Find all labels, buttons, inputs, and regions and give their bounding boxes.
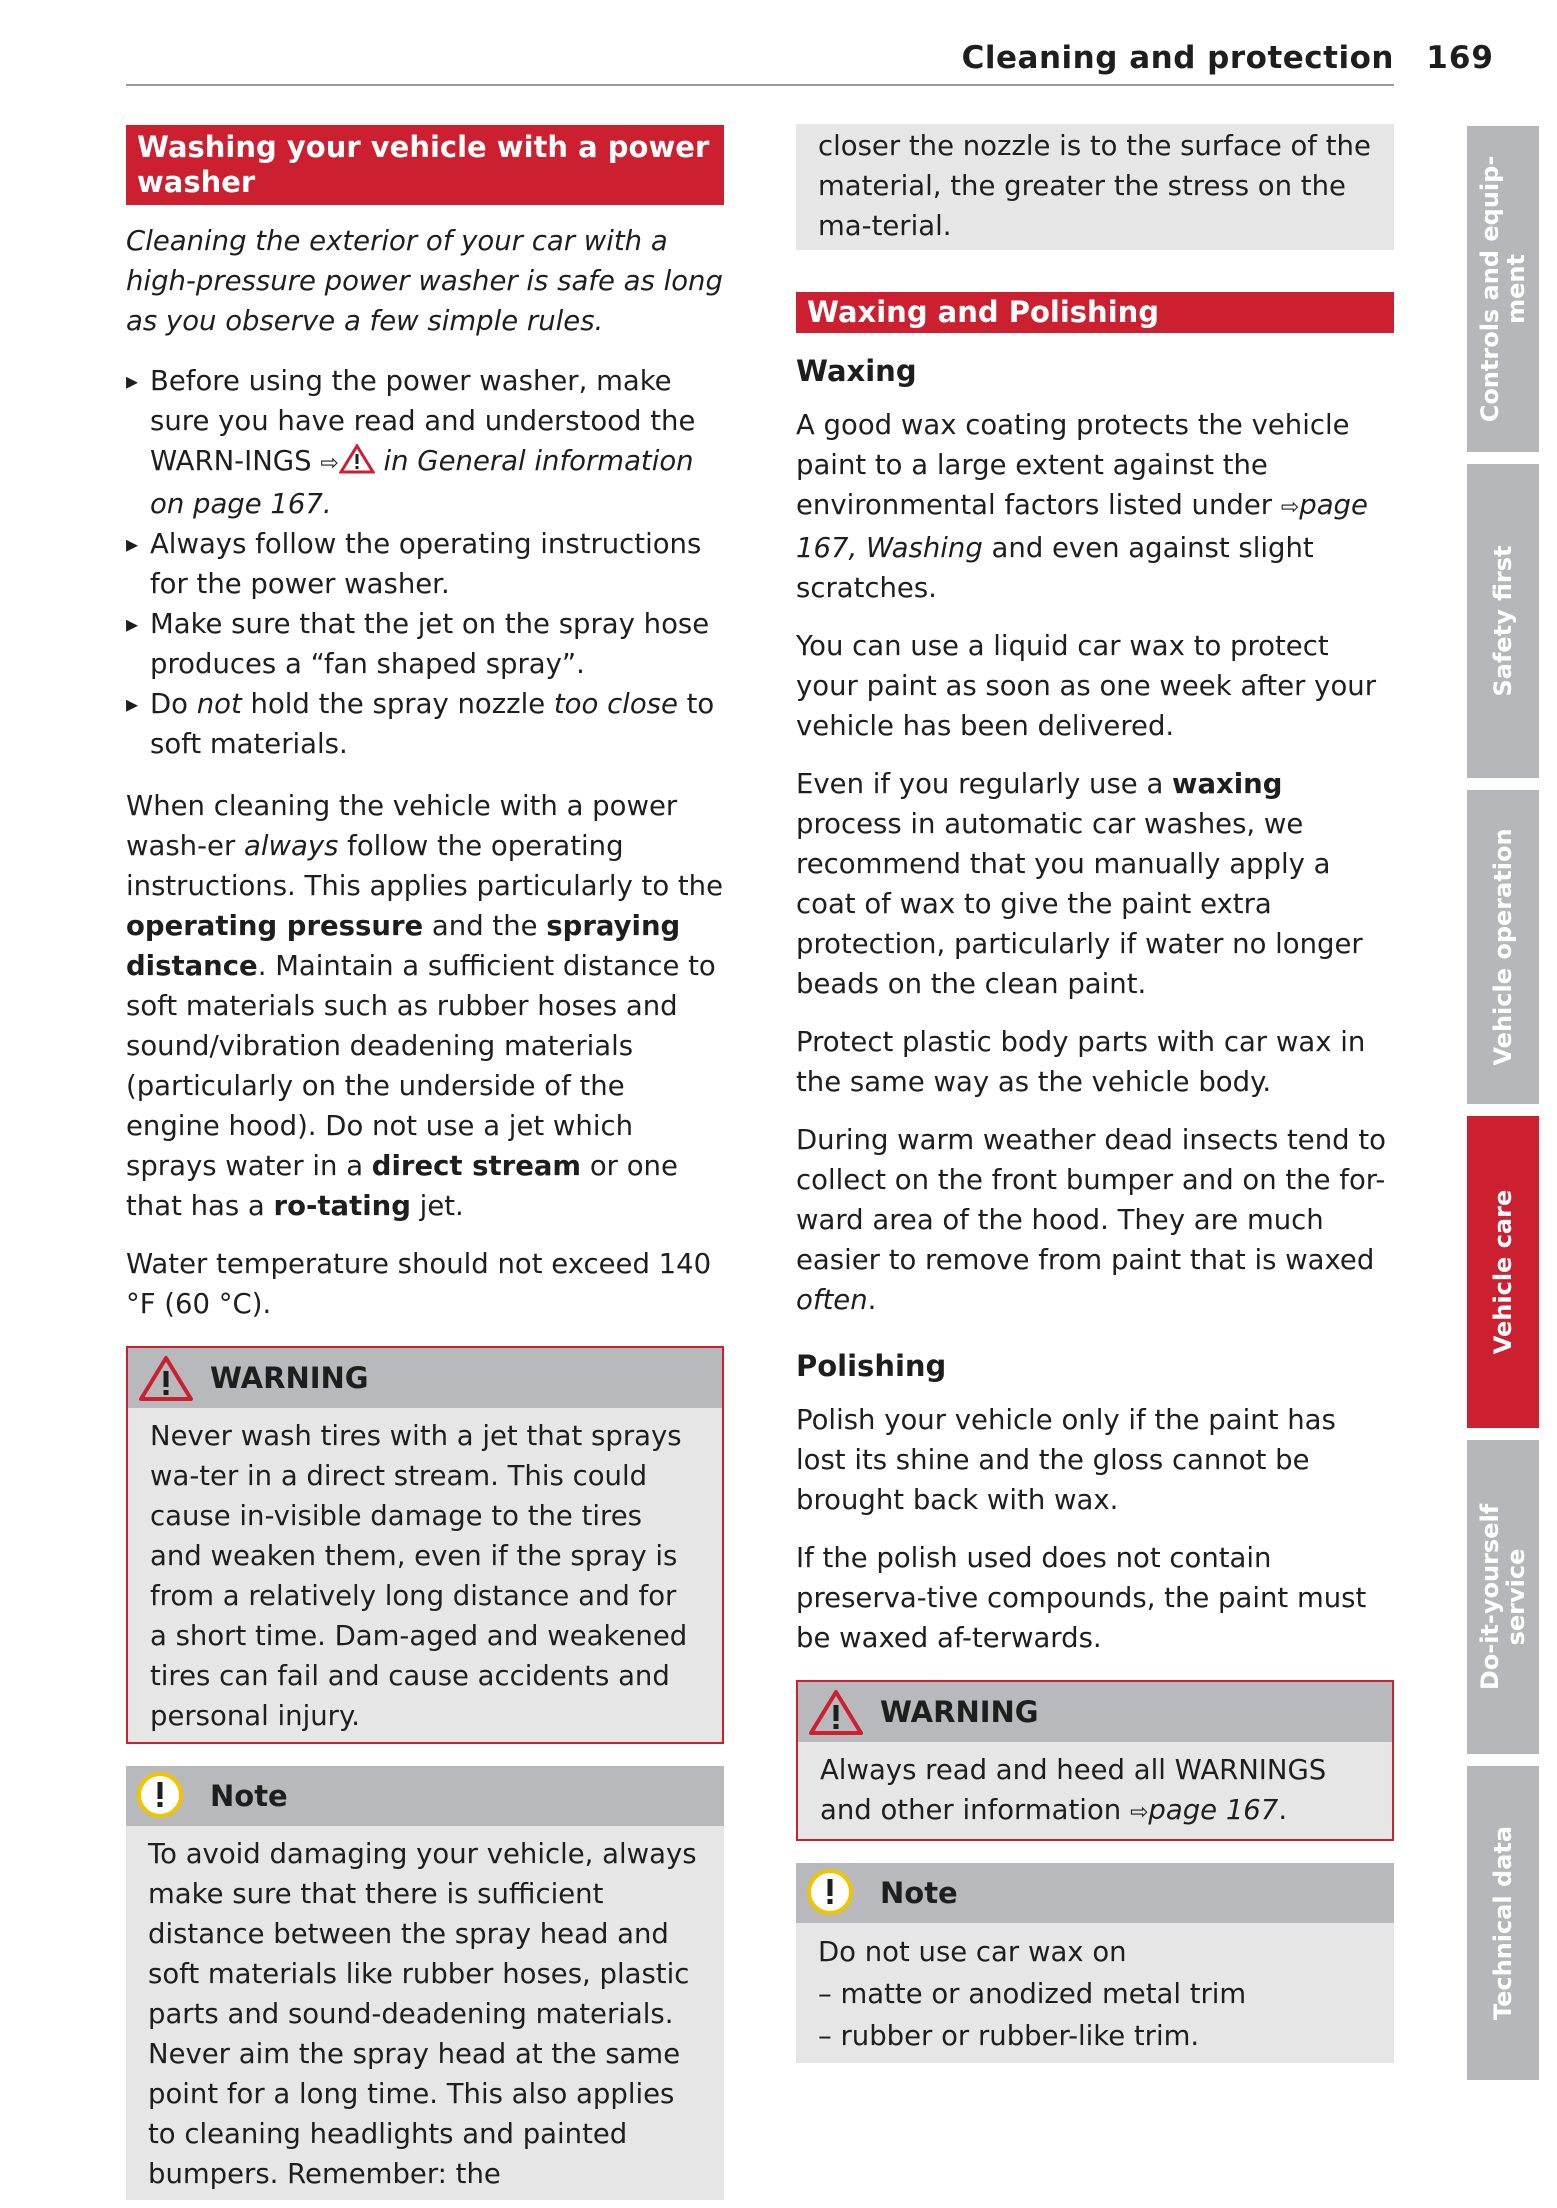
note-text: Do not use car wax on – matte or anodized metal trim – rubber or rubber-like trim. (796, 1923, 1394, 2063)
tab-do-it-yourself-service[interactable]: Do-it-yourself service (1467, 1440, 1539, 1754)
warning-header: WARNING (798, 1682, 1392, 1742)
header-rule (126, 84, 1394, 86)
list-item: ▸ Before using the power washer, make sure you have read and understood the WARN-INGS ⇨ in General information on page 167. (126, 361, 724, 524)
list-item: ▸ Do not hold the spray nozzle too close to soft materials. (126, 684, 724, 764)
body-paragraph: Water temperature should not exceed 140 °F (60 °C). (126, 1248, 712, 1320)
note-continued: closer the nozzle is to the surface of the material, the greater the stress on the ma-terial. (796, 124, 1394, 250)
warning-triangle-icon (339, 444, 375, 474)
note-box (796, 1863, 1394, 2063)
section-heading-power-washer: Washing your vehicle with a power washer (126, 125, 724, 205)
warning-text: Never wash tires with a jet that sprays wa-ter in a direct stream. This could cause in-visible damage to the tires and weaken them, even if the spray is from a relatively long distance and for a short time. Dam-aged and weakened tires can fail and cause accidents and personal injury. (128, 1408, 722, 1742)
tab-vehicle-operation[interactable]: Vehicle operation (1467, 790, 1539, 1104)
page-header (126, 38, 1494, 88)
note-header: Note (126, 1766, 724, 1826)
arrow-right-icon: ⇨ (1280, 495, 1300, 520)
warning-box (796, 1680, 1394, 1841)
instruction-list (126, 361, 724, 764)
page-number: 169 (1426, 40, 1494, 76)
tab-controls-and-equipment[interactable]: Controls and equip- ment (1467, 126, 1539, 452)
note-text: To avoid damaging your vehicle, always make sure that there is sufficient distance between the spray head and soft materials like rubber hoses, plastic parts and sound-deadening materials. Never aim the spray head at the same point for a long time. This also applies to cleaning headlights and painted bumpers. Remember: the (126, 1826, 724, 2200)
warning-triangle-icon (138, 1354, 194, 1402)
tab-vehicle-care[interactable]: Vehicle care (1467, 1116, 1539, 1428)
note-header: Note (796, 1863, 1394, 1923)
arrow-right-icon: ⇨ (1129, 1800, 1149, 1825)
tab-technical-data[interactable]: Technical data (1467, 1766, 1539, 2080)
tab-safety-first[interactable]: Safety first (1467, 464, 1539, 778)
arrow-right-icon: ⇨ (320, 451, 339, 476)
body-paragraph: During warm weather dead insects tend to collect on the front bumper and on the for-ward area of the hood. They are much easier to remove from paint that is waxed often. (796, 1124, 1386, 1316)
list-item: ▸ Always follow the operating instructions for the power washer. (126, 524, 724, 604)
warning-triangle-icon (808, 1688, 864, 1736)
body-paragraph: A good wax coating protects the vehicle paint to a large extent against the environmental factors listed under ⇨page 167, Washing and even against slight scratches. (796, 409, 1368, 604)
warning-box (126, 1346, 724, 1744)
body-paragraph: You can use a liquid car wax to protect your paint as soon as one week after your vehicle has been delivered. (796, 630, 1377, 742)
body-paragraph: Even if you regularly use a waxing process in automatic car washes, we recommend that you manually apply a coat of wax to give the paint extra protection, particularly if water no longer beads on the clean paint. (796, 768, 1363, 1000)
warning-text: Always read and heed all WARNINGS and other information ⇨page 167. (798, 1742, 1392, 1839)
section-heading-waxing: Waxing and Polishing (796, 292, 1394, 333)
warning-header: WARNING (128, 1348, 722, 1408)
exclamation-circle-icon (806, 1868, 854, 1916)
polishing-heading: Polishing (796, 1349, 947, 1383)
section-title: Cleaning and protection (961, 40, 1394, 76)
intro-text: Cleaning the exterior of your car with a high-pressure power washer is safe as long as you observe a few simple rules. (126, 225, 723, 337)
left-column (126, 125, 724, 2200)
right-column (796, 124, 1394, 2063)
body-paragraph: If the polish used does not contain preserva-tive compounds, the paint must be waxed af-terwards. (796, 1542, 1367, 1654)
waxing-heading: Waxing (796, 354, 917, 388)
body-paragraph: When cleaning the vehicle with a power wash-er always follow the operating instructions. This applies particularly to the operating pressure and the spraying distance. Maintain a sufficient distance to soft materials such as rubber hoses and sound/vibration deadening materials (particularly on the underside of the engine hood). Do not use a jet which sprays water in a direct stream or one that has a ro-tating jet. (126, 790, 724, 1222)
body-paragraph: Polish your vehicle only if the paint has lost its shine and the gloss cannot be brought back with wax. (796, 1404, 1336, 1516)
body-paragraph: Protect plastic body parts with car wax in the same way as the vehicle body. (796, 1026, 1366, 1098)
list-item: ▸ Make sure that the jet on the spray hose produces a “fan shaped spray”. (126, 604, 724, 684)
note-box (126, 1766, 724, 2200)
exclamation-circle-icon (136, 1771, 184, 1819)
